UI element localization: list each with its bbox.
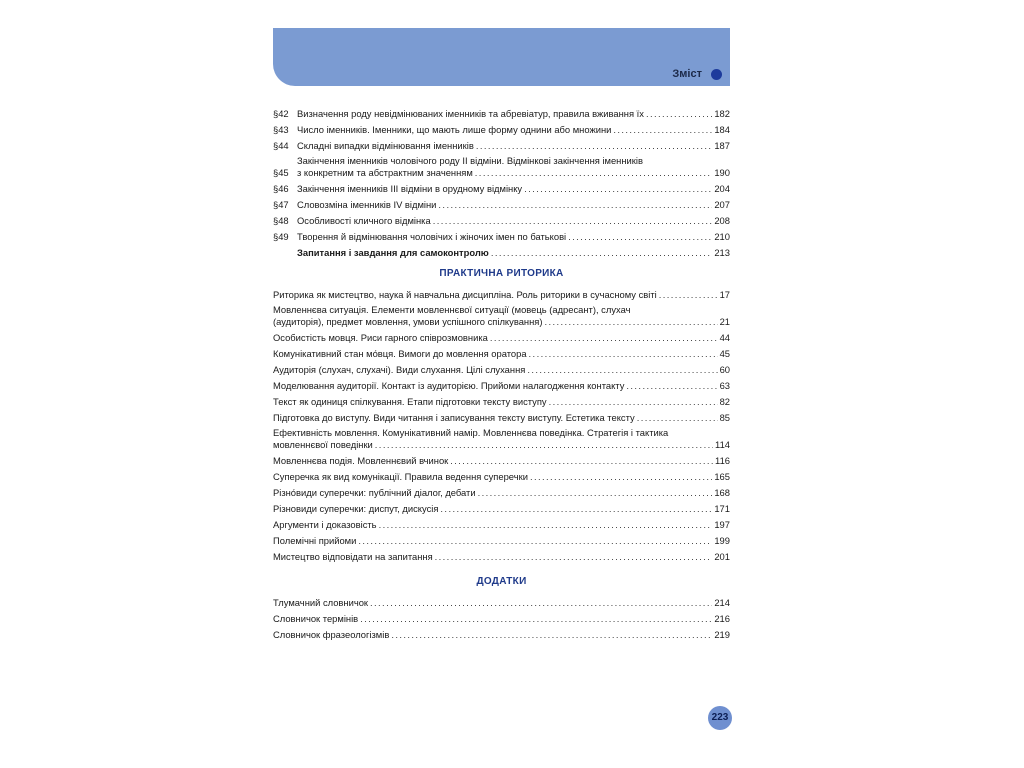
section-number: §44 <box>273 140 289 151</box>
toc-entry <box>273 547 730 563</box>
leader-dots <box>626 380 717 392</box>
entry-title: Різно́види суперечки: публічний діалог, дебати <box>273 487 476 498</box>
leader-dots <box>549 396 718 408</box>
entry-title: Аргументи і доказовість <box>273 519 377 530</box>
toc-entry <box>273 360 730 376</box>
leader-dots <box>391 629 712 641</box>
entry-page: 210 <box>714 231 730 242</box>
entry-page: 184 <box>714 124 730 135</box>
toc-entry <box>273 136 730 152</box>
toc-entry <box>273 152 730 179</box>
entry-page: 213 <box>714 247 730 258</box>
entry-title: Різновиди суперечки: диспут, дискусія <box>273 503 439 514</box>
entry-page: 216 <box>714 613 730 624</box>
entry-page: 82 <box>719 396 730 407</box>
toc-entry <box>273 531 730 547</box>
page-header <box>273 28 730 86</box>
entry-page: 197 <box>714 519 730 530</box>
section-number: §49 <box>273 231 289 242</box>
entry-title: мовленнєвої поведінки <box>273 439 373 450</box>
toc-entry <box>273 515 730 531</box>
entry-page: 182 <box>714 108 730 119</box>
entry-title: з конкретним та абстрактним значенням <box>297 167 473 178</box>
entry-title: Число іменників. Іменники, що мають лише форму однини або множини <box>297 124 612 135</box>
toc-entry <box>273 609 730 625</box>
leader-dots <box>568 231 712 243</box>
entry-title: (аудиторія), предмет мовлення, умови успішного спілкування) <box>273 316 543 327</box>
self-control-entry <box>273 243 730 259</box>
leader-dots <box>379 519 713 531</box>
toc-entry <box>273 451 730 467</box>
toc-entry <box>273 483 730 499</box>
section-number: §46 <box>273 183 289 194</box>
toc-entry <box>273 376 730 392</box>
bullet-dot-icon <box>711 69 722 80</box>
entry-page: 85 <box>719 412 730 423</box>
grammar-entries <box>273 104 730 243</box>
leader-dots <box>478 487 713 499</box>
leader-dots <box>524 183 712 195</box>
page-number-badge: 223 <box>708 706 732 730</box>
toc-entry <box>273 499 730 515</box>
toc-entry <box>273 467 730 483</box>
section-number: §48 <box>273 215 289 226</box>
leader-dots <box>490 332 718 344</box>
entry-page: 199 <box>714 535 730 546</box>
toc-entry <box>273 285 730 301</box>
entry-title: Моделювання аудиторії. Контакт із аудиторією. Прийоми налагодження контакту <box>273 380 625 391</box>
section-number: §45 <box>273 167 289 178</box>
leader-dots <box>544 316 717 328</box>
appendix-heading: ДОДАТКИ <box>476 576 527 587</box>
leader-dots <box>637 412 718 424</box>
rhetoric-heading: ПРАКТИЧНА РИТОРИКА <box>439 268 564 279</box>
entry-page: 21 <box>719 316 730 327</box>
header-title: Зміст <box>672 68 702 80</box>
leader-dots <box>613 124 712 136</box>
entry-title: Закінчення іменників ІІІ відміни в орудному відмінку <box>297 183 523 194</box>
rhetoric-entries <box>273 285 730 563</box>
entry-title: Аудиторія (слухач, слухачі). Види слухання. Цілі слухання <box>273 364 526 375</box>
leader-dots <box>360 613 712 625</box>
leader-dots <box>435 551 713 563</box>
entry-title: Суперечка як вид комунікації. Правила ведення суперечки <box>273 471 528 482</box>
entry-title: Творення й відмінювання чоловічих і жіночих імен по батькові <box>297 231 567 242</box>
entry-title-line: Закінчення іменників чоловічого роду ІІ відміни. Відмінкові закінчення іменників <box>297 155 643 166</box>
leader-dots <box>450 455 713 467</box>
entry-title: Словозміна іменників IV відміни <box>297 199 437 210</box>
entry-title: Запитання і завдання для самоконтролю <box>297 247 489 258</box>
entry-title: Мистецтво відповідати на запитання <box>273 551 433 562</box>
toc-entry <box>273 120 730 136</box>
entry-title-line: Ефективність мовлення. Комунікативний намір. Мовленнєва поведінка. Стратегія і тактика <box>273 427 669 438</box>
toc-entry <box>273 179 730 195</box>
leader-dots <box>375 439 713 451</box>
entry-page: 17 <box>719 289 730 300</box>
leader-dots <box>491 247 713 259</box>
entry-page: 45 <box>719 348 730 359</box>
book-page <box>273 28 730 740</box>
leader-dots <box>476 140 713 152</box>
entry-page: 207 <box>714 199 730 210</box>
toc-entry <box>273 195 730 211</box>
entry-title: Особливості кличного відмінка <box>297 215 431 226</box>
entry-title: Словничок фразеологізмів <box>273 629 390 640</box>
entry-page: 60 <box>719 364 730 375</box>
section-number: §42 <box>273 108 289 119</box>
entry-title: Полемічні прийоми <box>273 535 357 546</box>
entry-page: 187 <box>714 140 730 151</box>
leader-dots <box>659 289 718 301</box>
entry-page: 214 <box>714 597 730 608</box>
entry-page: 63 <box>719 380 730 391</box>
toc-entry <box>273 104 730 120</box>
leader-dots <box>646 108 712 120</box>
leader-dots <box>527 364 717 376</box>
entry-page: 201 <box>714 551 730 562</box>
entry-title: Складні випадки відмінювання іменників <box>297 140 474 151</box>
entry-page: 116 <box>715 455 730 466</box>
entry-title: Мовленнєва подія. Мовленнєвий вчинок <box>273 455 449 466</box>
toc-entry <box>273 424 730 451</box>
entry-page: 208 <box>714 215 730 226</box>
entry-title: Текст як одиниця спілкування. Етапи підготовки тексту виступу <box>273 396 547 407</box>
leader-dots <box>440 503 712 515</box>
leader-dots <box>370 597 712 609</box>
entry-title: Особистість мовця. Риси гарного співрозмовника <box>273 332 488 343</box>
entry-title: Тлумачний словничок <box>273 597 369 608</box>
toc-entry <box>273 408 730 424</box>
entry-page: 168 <box>714 487 730 498</box>
appendix-entries <box>273 593 730 641</box>
toc-entry <box>273 227 730 243</box>
table-of-contents <box>273 104 730 641</box>
leader-dots <box>529 348 718 360</box>
leader-dots <box>358 535 712 547</box>
entry-title-line: Мовленнєва ситуація. Елементи мовленнєвої ситуації (мовець (адресант), слухач <box>273 304 631 315</box>
section-number: §43 <box>273 124 289 135</box>
toc-entry <box>273 593 730 609</box>
toc-entry <box>273 301 730 328</box>
section-number: §47 <box>273 199 289 210</box>
toc-entry <box>273 392 730 408</box>
entry-title: Визначення роду невідмінюваних іменників та абревіатур, правила вживання їх <box>297 108 644 119</box>
toc-entry <box>273 344 730 360</box>
leader-dots <box>438 199 712 211</box>
toc-entry <box>273 328 730 344</box>
entry-title: Підготовка до виступу. Види читання і записування тексту виступу. Естетика тексту <box>273 412 635 423</box>
entry-page: 165 <box>714 471 730 482</box>
leader-dots <box>530 471 712 483</box>
entry-page: 44 <box>719 332 730 343</box>
leader-dots <box>475 167 713 179</box>
entry-page: 219 <box>714 629 730 640</box>
toc-entry <box>273 211 730 227</box>
entry-title: Риторика як мистецтво, наука й навчальна дисципліна. Роль риторики в сучасному світі <box>273 289 657 300</box>
entry-page: 190 <box>714 167 730 178</box>
entry-page: 114 <box>715 439 730 450</box>
entry-page: 171 <box>714 503 730 514</box>
entry-page: 204 <box>714 183 730 194</box>
toc-entry <box>273 625 730 641</box>
leader-dots <box>433 215 713 227</box>
entry-title: Комунікативний стан мо́вця. Вимоги до мовлення оратора <box>273 348 527 359</box>
entry-title: Словничок термінів <box>273 613 359 624</box>
